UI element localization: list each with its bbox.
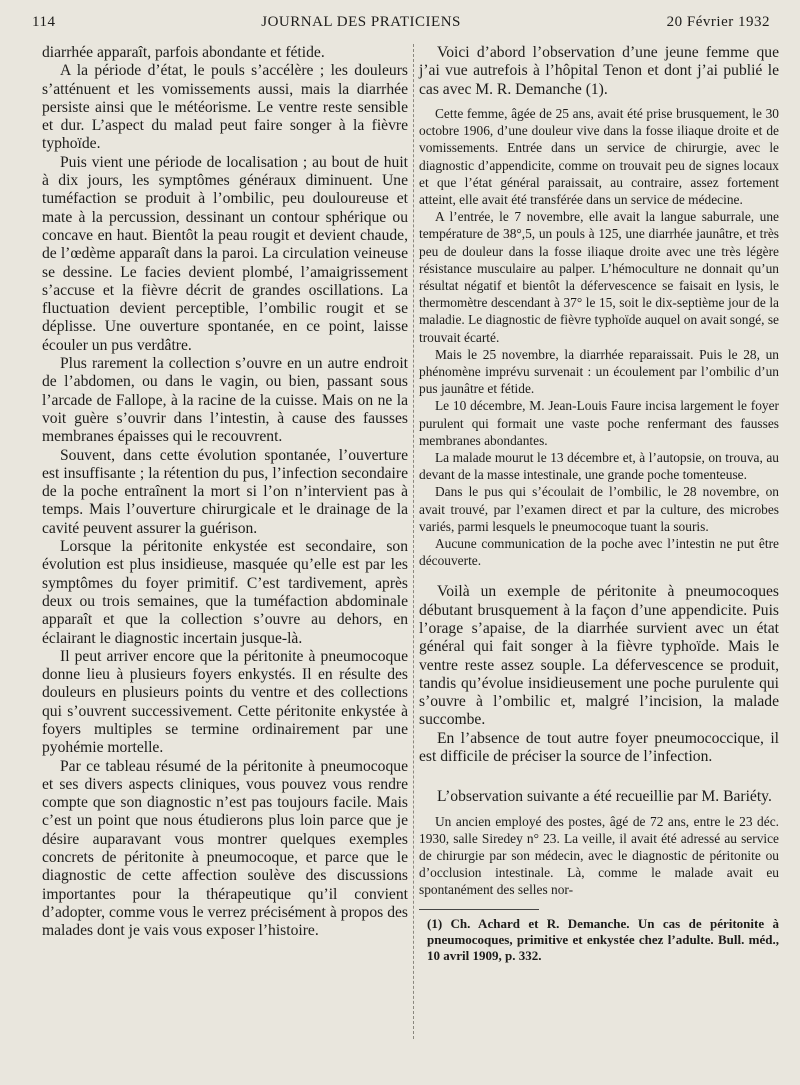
case-paragraph: Cette femme, âgée de 25 ans, avait été prise brusquement, le 30 octobre 1906, d’une douleur vive dans la fosse iliaque droite et de vomissements. Entrée dans un service de chirurgie, avec le diagnostic d’appendicite, comme on trouvait peu de signes locaux et que l’état général paraissait, au contraire, assez fortement atteint, elle avait été transférée dans un service de médecine. xyxy=(419,105,779,207)
paragraph: Plus rarement la collection s’ouvre en un autre endroit de l’abdomen, ou dans le vagin, ou bien, passant sous l’arcade de Fallope, à la racine de la cuisse. Mais on ne la voit guère s’ouvrir dans l’intestin, à cause des fausses membranes épaisses qui le recouvrent. xyxy=(42,355,408,446)
case-report-2 xyxy=(419,813,779,899)
paragraph: Puis vient une période de localisation ; au bout de huit à dix jours, les symptômes généraux diminuent. Une tuméfaction se produit à l’ombilic, peu douloureuse et mate à la percussion, dessinant un contour sphérique ou concave en haut. Bientôt la peau rougit et devient chaude, de l’œdème apparaît dans la paroi. La circulation veineuse se dessine. Le facies devient plombé, l’amaigrissement s’accuse et la fièvre décrit de grandes oscillations. La fluctuation devient perceptible, l’ombilic rougit et se déplisse. Une ouverture spontanée, en ce point, laisse écouler un pus verdâtre. xyxy=(42,153,408,354)
issue-date: 20 Février 1932 xyxy=(666,14,770,30)
paragraph: Par ce tableau résumé de la péritonite à pneumocoque et ses divers aspects cliniques, vous pouvez vous rendre compte que son diagnostic n’est pas toujours facile. Mais c’est un point que nous étudierons plus loin parce que je désire auparavant vous montrer quelques exemples concrets de péritonite à pneumocoque, et parce que le diagnostic de cette affection soulève des discussions importantes pour la thérapeutique qu’il convient d’adopter, comme vous le verrez précisément à propos des malades dont je vais vous exposer l’histoire. xyxy=(42,757,408,940)
paragraph: Voilà un exemple de péritonite à pneumocoques débutant brusquement à la façon d’une appendicite. Puis l’orage s’apaise, de la diarrhée survient avec un état général qui fait songer à la fièvre typhoïde. Mais le ventre reste assez souple. La défervescence se produit, tandis qu’évolue insidieusement une poche purulente qui s’ouvre à l’ombilic et, malgré l’incision, la malade succombe. xyxy=(419,583,779,729)
paragraph: L’observation suivante a été recueillie par M. Bariéty. xyxy=(437,788,772,806)
case-paragraph: A l’entrée, le 7 novembre, elle avait la langue saburrale, une température de 38°,5, un pouls à 125, une diarrhée jaunâtre, et très peu de douleur dans la fosse iliaque droite avec une très légère résistance musculaire au palper. L’hémoculture ne donnait qu’un résultat négatif et bientôt la défervescence se faisait en lysis, le thermomètre descendant à 37° le 15, soit le dix-septième jour de la maladie. Le diagnostic de fièvre typhoïde auquel on avait songé, se trouvait écarté. xyxy=(419,209,779,345)
case-paragraph: Dans le pus qui s’écoulait de l’ombilic, le 28 novembre, on avait trouvé, par l’examen direct et par la culture, des microbes variés, parmi lesquels le pneumocoque tuant la souris. xyxy=(419,484,779,534)
running-header xyxy=(32,14,770,38)
case-paragraph: Le 10 décembre, M. Jean-Louis Faure incisa largement le foyer purulent qui formait une vaste poche renfermant des fausses membranes abondantes. xyxy=(419,398,779,448)
case-paragraph: Un ancien employé des postes, âgé de 72 ans, entre le 23 déc. 1930, salle Siredey n° 23. La veille, il avait été adressé au service de chirurgie par son médecin, avec le diagnostic de péritonite ou d’occlusion intestinale. Là, comme le malade avait eu spontanément des selles nor- xyxy=(419,813,779,898)
paragraph: Lorsque la péritonite enkystée est secondaire, son évolution est plus insidieuse, masquée qu’elle est par les symptômes du foyer primitif. C’est tardivement, après deux ou trois semaines, que la tuméfaction abdominale apparaît et que la collection s’ouvre au dehors, en éclairant le diagnostic incertain jusque-là. xyxy=(42,538,408,647)
column-divider xyxy=(413,44,414,1039)
case-paragraph: Aucune communication de la poche avec l’intestin ne put être découverte. xyxy=(419,535,779,569)
right-column xyxy=(419,44,779,1079)
left-column xyxy=(42,44,408,1044)
footnote: (1) Ch. Achard et R. Demanche. Un cas de péritonite à pneumocoques, primitive et enkystée chez l’adulte. Bull. méd., 10 avril 1909, p. 332. xyxy=(427,915,779,963)
paragraph: En l’absence de tout autre foyer pneumococcique, il est difficile de préciser la source de l’infection. xyxy=(419,729,779,766)
case-paragraph: Mais le 25 novembre, la diarrhée reparaissait. Puis le 28, un phénomène imprévu survenait : un écoulement par l’ombilic d’un pus jaunâtre et fétide. xyxy=(419,346,779,397)
footnote-rule xyxy=(419,909,539,910)
journal-title: JOURNAL DES PRATICIENS xyxy=(261,14,461,30)
case-paragraph: La malade mourut le 13 décembre et, à l’autopsie, on trouva, au devant de la masse intestinale, une grande poche tomenteuse. xyxy=(419,449,779,483)
paragraph: diarrhée apparaît, parfois abondante et fétide. xyxy=(42,44,325,61)
paragraph: Voici d’abord l’observation d’une jeune femme que j’ai vue autrefois à l’hôpital Tenon et dont j’ai publié le cas avec M. R. Demanche (1). xyxy=(419,44,779,98)
paragraph: A la période d’état, le pouls s’accélère ; les douleurs s’atténuent et les vomissements aussi, mais la diarrhée persiste ainsi que le météorisme. Le ventre reste sensible et dur. L’aspect du malad peut faire songer à la fièvre typhoïde. xyxy=(42,62,408,153)
page-number: 114 xyxy=(32,14,56,30)
paragraph: Il peut arriver encore que la péritonite à pneumocoque donne lieu à plusieurs foyers enkystés. Il en résulte des douleurs en plusieurs points du ventre et des collections qui s’ouvrent successivement. Cette péritonite enkystée à foyers multiples se termine ordinairement par une pyohémie mortelle. xyxy=(42,647,408,757)
paragraph: Souvent, dans cette évolution spontanée, l’ouverture est insuffisante ; la rétention du pus, l’infection secondaire de la poche entraînent la mort si l’on n’intervient pas à temps. Mais l’ouverture chirurgicale et le drainage de la cavité peuvent assurer la guérison. xyxy=(42,446,408,537)
case-report-1 xyxy=(419,105,779,569)
